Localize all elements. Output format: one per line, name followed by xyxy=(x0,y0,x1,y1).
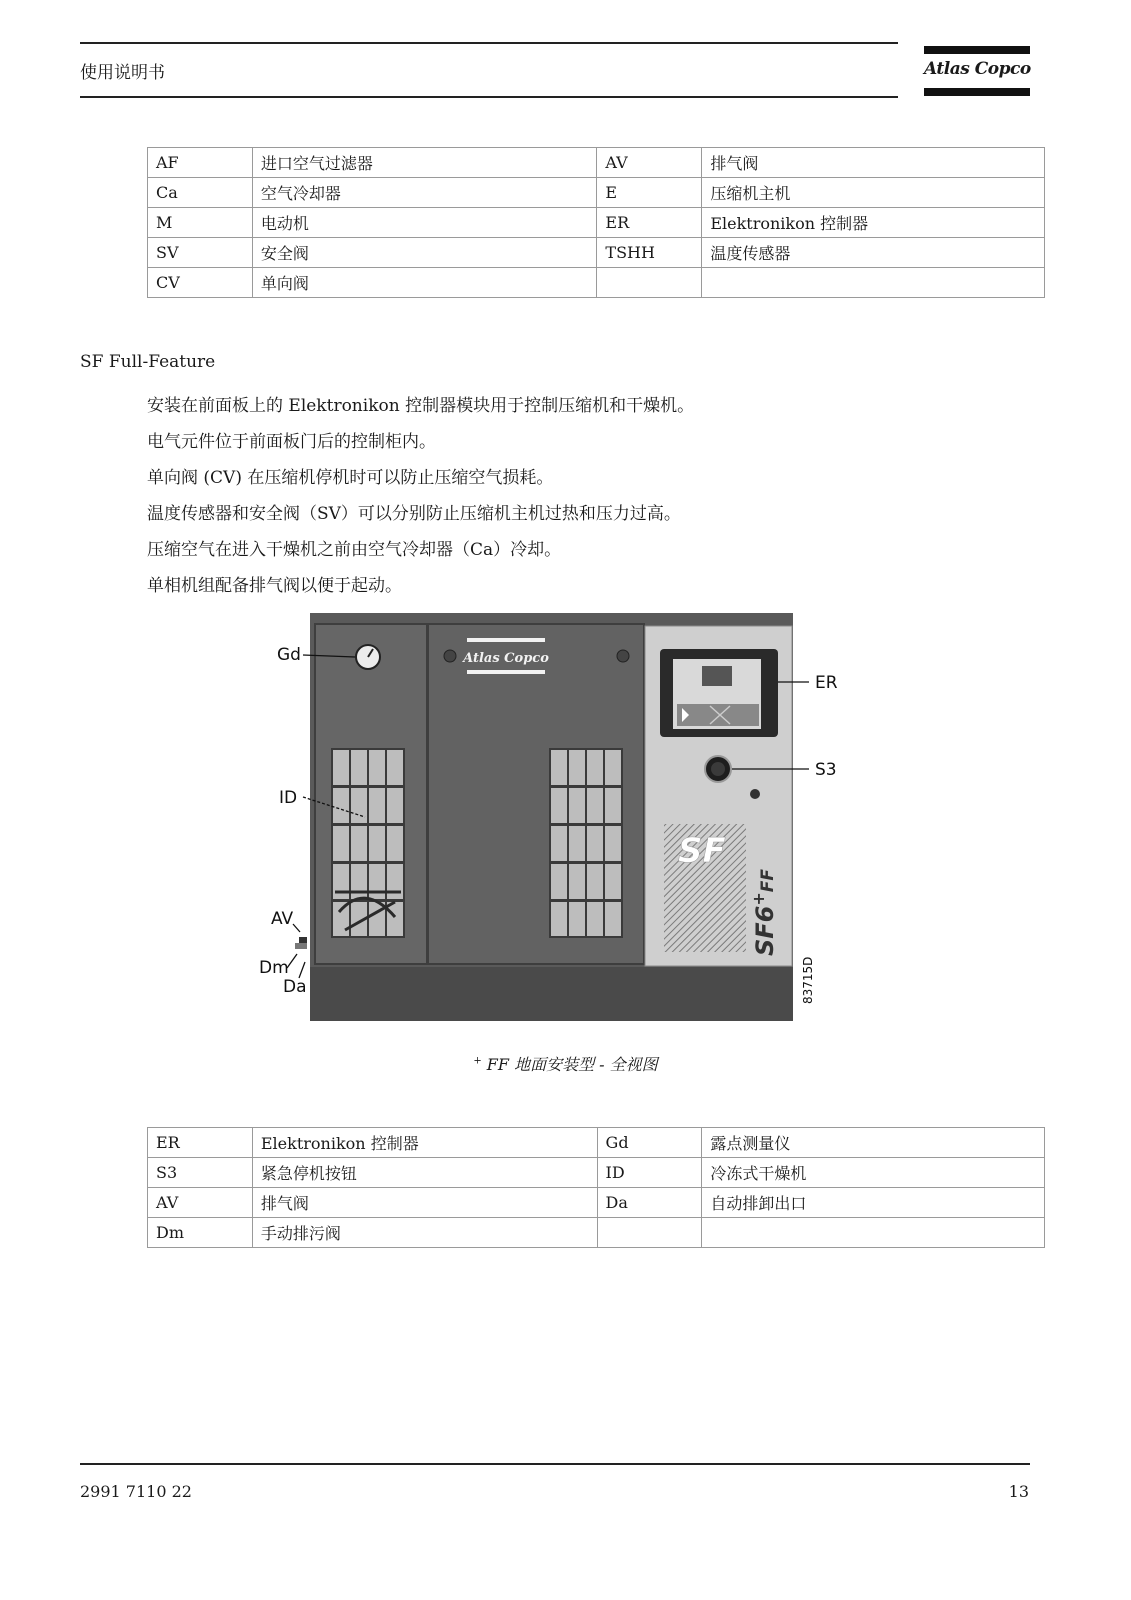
table-cell: S3 xyxy=(148,1158,253,1188)
table-row xyxy=(148,148,1045,178)
table-cell: 露点测量仪 xyxy=(702,1128,1045,1158)
table-cell: 压缩机主机 xyxy=(702,178,1045,208)
table-cell: 单向阀 xyxy=(252,268,597,298)
logo-bottom-bar xyxy=(924,88,1030,96)
screw-icon xyxy=(444,650,456,662)
table-cell: 冷冻式干燥机 xyxy=(702,1158,1045,1188)
legend-table-bottom xyxy=(147,1127,1045,1248)
panel-suffix-text: FF xyxy=(758,868,778,893)
logo-top-bar xyxy=(924,46,1030,54)
compressor-front-view-figure xyxy=(255,612,845,1024)
table-cell: 排气阀 xyxy=(252,1188,597,1218)
figure-caption xyxy=(0,1052,1131,1075)
table-cell: Da xyxy=(597,1188,702,1218)
emergency-stop-button-icon xyxy=(705,756,731,782)
table-cell: 安全阀 xyxy=(252,238,597,268)
header-title: 使用说明书 xyxy=(80,63,165,83)
elektronikon-controller xyxy=(660,649,778,737)
panel-plus-text: + xyxy=(749,892,768,906)
atlas-copco-logo xyxy=(924,46,1030,98)
header-bottom-rule xyxy=(80,96,898,98)
table-cell: 进口空气过滤器 xyxy=(252,148,597,178)
table-cell: 电动机 xyxy=(252,208,597,238)
table-row xyxy=(148,1128,1045,1158)
table-cell: M xyxy=(148,208,253,238)
callout-label-id: ID xyxy=(279,788,298,808)
table-cell xyxy=(702,268,1045,298)
table-cell xyxy=(702,1218,1045,1248)
paragraph: 安装在前面板上的 Elektronikon 控制器模块用于控制压缩机和干燥机。 xyxy=(147,396,695,416)
table-cell xyxy=(597,1218,702,1248)
left-grille xyxy=(331,748,405,938)
table-row xyxy=(148,178,1045,208)
table-cell: 温度传感器 xyxy=(702,238,1045,268)
caption-text: FF 地面安装型 - 全视图 xyxy=(481,1055,658,1074)
footer-rule xyxy=(80,1463,1030,1465)
cabinet-base xyxy=(310,967,793,1021)
table-cell: 空气冷却器 xyxy=(252,178,597,208)
page-number: 13 xyxy=(1008,1482,1029,1501)
callout-label-dm: Dm xyxy=(259,958,289,978)
leader-line-da xyxy=(299,962,305,978)
table-row xyxy=(148,208,1045,238)
table-row xyxy=(148,268,1045,298)
panel-brand-text: SF xyxy=(678,831,726,871)
table-cell: Dm xyxy=(148,1218,253,1248)
table-cell: 手动排污阀 xyxy=(252,1218,597,1248)
callout-label-s3: S3 xyxy=(815,760,837,780)
legend-table-top xyxy=(147,147,1045,298)
section-body xyxy=(147,388,694,604)
table-row xyxy=(148,1158,1045,1188)
callout-label-er: ER xyxy=(815,673,838,693)
paragraph: 单向阀 (CV) 在压缩机停机时可以防止压缩空气损耗。 xyxy=(147,468,554,488)
table-cell: Ca xyxy=(148,178,253,208)
drain-fittings xyxy=(295,937,307,949)
table-cell xyxy=(597,268,702,298)
screw-icon xyxy=(617,650,629,662)
table-cell: AV xyxy=(597,148,702,178)
table-cell: CV xyxy=(148,268,253,298)
leader-line-av xyxy=(293,924,300,932)
indicator-lamp-icon xyxy=(750,789,760,799)
table-row xyxy=(148,238,1045,268)
paragraph: 单相机组配备排气阀以便于起动。 xyxy=(147,576,402,596)
table-cell: Elektronikon 控制器 xyxy=(252,1128,597,1158)
caption-superscript: + xyxy=(473,1055,482,1067)
panel-model-text: SF6 xyxy=(751,905,779,956)
door-logo-text: Atlas Copco xyxy=(463,651,549,666)
table-cell: SV xyxy=(148,238,253,268)
table-cell: ER xyxy=(148,1128,253,1158)
table-cell: 排气阀 xyxy=(702,148,1045,178)
figure-reference-number: 83715D xyxy=(801,956,815,1004)
logo-text: Atlas Copco xyxy=(924,59,1031,79)
table-cell: ID xyxy=(597,1158,702,1188)
header-top-rule xyxy=(80,42,898,44)
section-title: SF Full-Feature xyxy=(80,352,216,372)
table-cell: E xyxy=(597,178,702,208)
paragraph: 温度传感器和安全阀（SV）可以分别防止压缩机主机过热和压力过高。 xyxy=(147,504,681,524)
paragraph: 电气元件位于前面板门后的控制柜内。 xyxy=(147,432,436,452)
table-cell: ER xyxy=(597,208,702,238)
table-row xyxy=(148,1218,1045,1248)
document-number: 2991 7110 22 xyxy=(80,1482,192,1501)
table-cell: TSHH xyxy=(597,238,702,268)
table-row xyxy=(148,1188,1045,1218)
table-cell: AV xyxy=(148,1188,253,1218)
callout-label-da: Da xyxy=(283,977,307,997)
table-cell: 紧急停机按钮 xyxy=(252,1158,597,1188)
table-cell: Gd xyxy=(597,1128,702,1158)
paragraph: 压缩空气在进入干燥机之前由空气冷却器（Ca）冷却。 xyxy=(147,540,562,560)
table-cell: AF xyxy=(148,148,253,178)
middle-grille xyxy=(549,748,623,938)
callout-label-av: AV xyxy=(271,909,294,929)
dewpoint-gauge-icon xyxy=(356,645,380,669)
table-cell: 自动排卸出口 xyxy=(702,1188,1045,1218)
table-cell: Elektronikon 控制器 xyxy=(702,208,1045,238)
callout-label-gd: Gd xyxy=(277,645,301,665)
